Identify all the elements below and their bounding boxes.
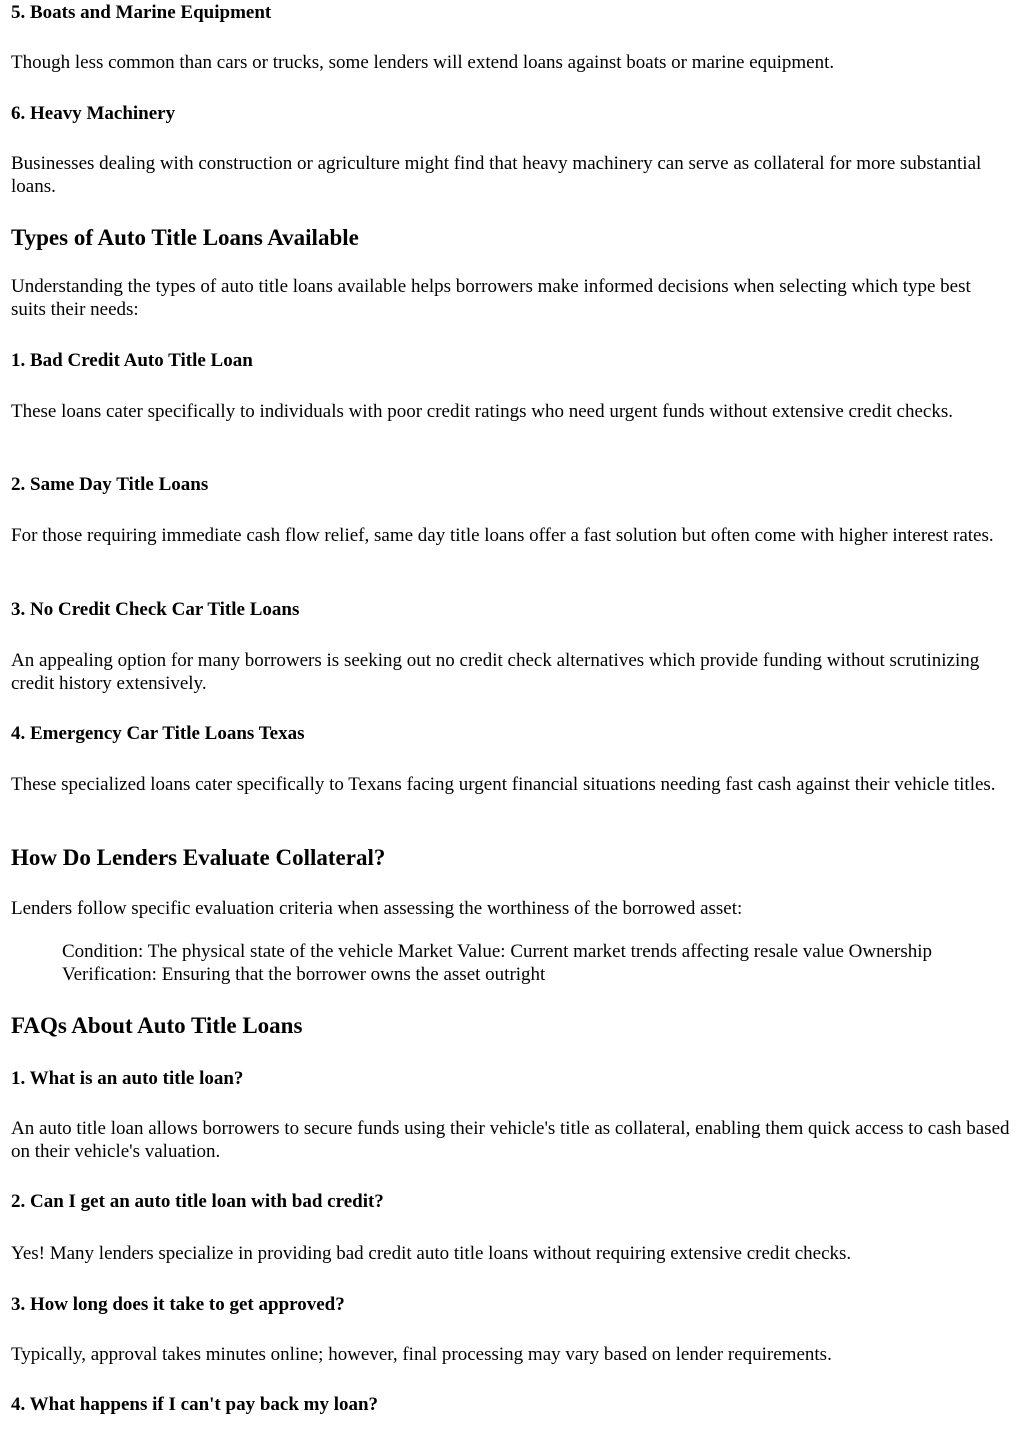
faq-question-4: 4. What happens if I can't pay back my loan? <box>11 1394 379 1415</box>
type-heading-same-day: 2. Same Day Title Loans <box>11 474 209 495</box>
type-text-same-day: For those requiring immediate cash flow relief, same day title loans offer a fast solution but often come with higher interest rates. <box>11 525 994 546</box>
faq-question-2: 2. Can I get an auto title loan with bad credit? <box>11 1191 384 1212</box>
faq-question-3: 3. How long does it take to get approved? <box>11 1294 345 1315</box>
section-heading-machinery: 6. Heavy Machinery <box>11 103 176 124</box>
heading-faqs: FAQs About Auto Title Loans <box>11 1013 303 1038</box>
heading-types: Types of Auto Title Loans Available <box>11 225 359 250</box>
paragraph-machinery: Businesses dealing with construction or agriculture might find that heavy machinery can serve as collateral for more substantial loans. <box>11 153 982 197</box>
evaluation-criteria-block: Condition: The physical state of the vehicle Market Value: Current market trends affecting resale value Ownership Verification: Ensuring that the borrower owns the asset outright <box>62 941 933 985</box>
paragraph-boats: Though less common than cars or trucks, some lenders will extend loans against boats or marine equipment. <box>11 52 835 73</box>
heading-evaluate: How Do Lenders Evaluate Collateral? <box>11 845 386 870</box>
type-text-emergency-texas: These specialized loans cater specifically to Texans facing urgent financial situations needing fast cash against their vehicle titles. <box>11 774 996 795</box>
faq-answer-2: Yes! Many lenders specialize in providing bad credit auto title loans without requiring extensive credit checks. <box>11 1243 852 1264</box>
type-text-no-credit-check: An appealing option for many borrowers is seeking out no credit check alternatives which provide funding without scrutinizing credit history extensively. <box>11 650 980 694</box>
faq-question-1: 1. What is an auto title loan? <box>11 1068 244 1089</box>
faq-answer-1: An auto title loan allows borrowers to secure funds using their vehicle's title as collateral, enabling them quick access to cash based on their vehicle's valuation. <box>11 1118 1010 1162</box>
type-heading-no-credit-check: 3. No Credit Check Car Title Loans <box>11 599 300 620</box>
faq-answer-3: Typically, approval takes minutes online; however, final processing may vary based on lender requirements. <box>11 1344 832 1365</box>
type-heading-emergency-texas: 4. Emergency Car Title Loans Texas <box>11 723 305 744</box>
paragraph-evaluate-intro: Lenders follow specific evaluation criteria when assessing the worthiness of the borrowed asset: <box>11 898 743 919</box>
section-heading-boats: 5. Boats and Marine Equipment <box>11 2 272 23</box>
type-heading-bad-credit: 1. Bad Credit Auto Title Loan <box>11 350 253 371</box>
type-text-bad-credit: These loans cater specifically to individuals with poor credit ratings who need urgent funds without extensive credit checks. <box>11 401 953 422</box>
paragraph-types-intro: Understanding the types of auto title loans available helps borrowers make informed decisions when selecting which type best suits their needs: <box>11 276 971 320</box>
